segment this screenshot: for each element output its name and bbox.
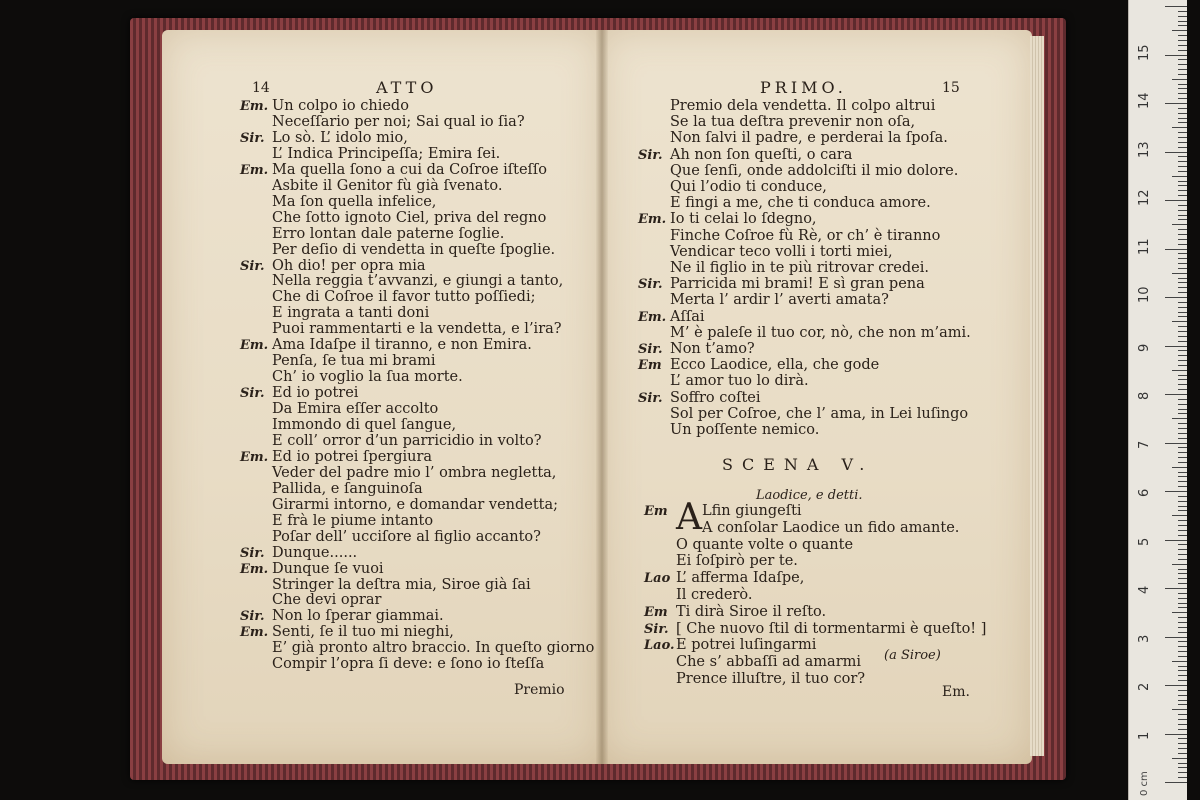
ruler-tick bbox=[1165, 588, 1187, 589]
ruler-tick bbox=[1178, 617, 1187, 618]
ruler-tick bbox=[1178, 195, 1187, 196]
ruler-tick bbox=[1178, 88, 1187, 89]
ruler-tick bbox=[1178, 360, 1187, 361]
speaker-label: Sir. bbox=[638, 342, 663, 357]
scene-title: SCENA V. bbox=[722, 455, 874, 474]
ruler-number: 15 bbox=[1137, 43, 1152, 61]
ruler-tick bbox=[1178, 239, 1187, 240]
ruler-tick bbox=[1178, 292, 1187, 293]
speaker-label: Em. bbox=[638, 212, 667, 228]
ruler-tick bbox=[1178, 704, 1187, 705]
verse-line: E ingrata a tanti doni bbox=[272, 305, 430, 322]
verse-line: Que ſenſi, onde addolciſti il mio dolore. bbox=[670, 162, 959, 179]
verse-line: A conſolar Laodice un fido amante. bbox=[702, 519, 960, 536]
left-catchword: Premio bbox=[514, 682, 565, 698]
ruler-tick bbox=[1178, 656, 1187, 657]
verse-line: Parricida mi brami! E sì gran pena bbox=[670, 276, 925, 293]
ruler-tick bbox=[1178, 714, 1187, 715]
ruler-tick bbox=[1172, 758, 1187, 759]
ruler-tick bbox=[1178, 666, 1187, 667]
verse-line: Dunque ſe vuoi bbox=[272, 560, 384, 577]
verse-line: Pallida, e ſanguinoſa bbox=[272, 480, 423, 497]
verse-line: E potrei luſingarmi bbox=[676, 637, 817, 654]
verse-line: Io ti celai lo ſdegno, bbox=[670, 211, 817, 228]
verse-line: Ma ſon quella infelice, bbox=[272, 193, 437, 210]
ruler-tick bbox=[1172, 467, 1187, 468]
ruler-tick bbox=[1172, 127, 1187, 128]
ruler-tick bbox=[1172, 79, 1187, 80]
verse-line: Ne il figlio in te più ritrovar credei. bbox=[670, 260, 929, 276]
ruler-tick bbox=[1178, 593, 1187, 594]
speaker-label: Sir. bbox=[240, 545, 265, 561]
ruler-tick bbox=[1165, 297, 1187, 298]
ruler-tick bbox=[1178, 384, 1187, 385]
speaker-label: Em. bbox=[240, 625, 269, 641]
ruler-tick bbox=[1178, 554, 1187, 555]
verse-line: E fingi a me, che ti conduca amore. bbox=[670, 195, 931, 212]
verse-line: L’ Indica Principeſſa; Emira ſei. bbox=[272, 145, 501, 162]
ruler-tick bbox=[1172, 273, 1187, 274]
ruler-tick bbox=[1178, 307, 1187, 308]
speaker-label: Sir. bbox=[644, 621, 669, 637]
ruler-tick bbox=[1178, 171, 1187, 172]
ruler-tick bbox=[1178, 312, 1187, 313]
ruler-tick bbox=[1178, 423, 1187, 424]
ruler-number: 1 bbox=[1137, 731, 1152, 740]
speaker-label: Lao bbox=[644, 571, 671, 587]
ruler-number: 14 bbox=[1137, 92, 1152, 109]
ruler-tick bbox=[1178, 670, 1187, 671]
ruler-tick bbox=[1178, 118, 1187, 119]
ruler-tick bbox=[1178, 651, 1187, 652]
ruler-tick bbox=[1165, 782, 1187, 783]
measurement-ruler bbox=[1128, 0, 1187, 800]
ruler-tick bbox=[1165, 152, 1187, 153]
verse-line: Prence illuſtre, il tuo cor? bbox=[676, 671, 866, 687]
ruler-tick bbox=[1178, 59, 1187, 60]
speaker-label: Sir. bbox=[240, 386, 265, 402]
ruler-tick bbox=[1178, 486, 1187, 487]
ruler-tick bbox=[1178, 452, 1187, 453]
ruler-tick bbox=[1178, 476, 1187, 477]
verse-line: Per deſio di vendetta in queſte ſpoglie. bbox=[272, 241, 556, 258]
ruler-tick bbox=[1165, 394, 1187, 395]
verse-line: Lfin giungeſti bbox=[702, 503, 802, 519]
verse-line: Se la tua deſtra prevenir non oſa, bbox=[670, 114, 916, 131]
verse-line: Ch’ io voglio la ſua morte. bbox=[272, 369, 463, 386]
ruler-tick bbox=[1178, 724, 1187, 725]
scene-characters: Laodice, e detti. bbox=[756, 488, 863, 503]
ruler-number: 4 bbox=[1137, 585, 1152, 594]
verse-line: Che s’ abbaſſi ad amarmi bbox=[676, 654, 862, 671]
ruler-tick bbox=[1178, 379, 1187, 380]
speaker-label: Em. bbox=[240, 99, 269, 114]
ruler-tick bbox=[1178, 506, 1187, 507]
ruler-tick bbox=[1178, 700, 1187, 701]
ruler-tick bbox=[1178, 738, 1187, 739]
verse-line: Ti dirà Siroe il reſto. bbox=[676, 603, 827, 620]
ruler-tick bbox=[1178, 603, 1187, 604]
ruler-tick bbox=[1178, 544, 1187, 545]
verse-line: Sol per Coſroe, che l’ ama, in Lei luſingo bbox=[670, 405, 969, 422]
speaker-label: Sir. bbox=[638, 277, 663, 293]
verse-line: Che devi oprar bbox=[272, 592, 382, 609]
ruler-tick bbox=[1178, 21, 1187, 22]
ruler-tick bbox=[1178, 409, 1187, 410]
ruler-tick bbox=[1178, 316, 1187, 317]
ruler-tick bbox=[1178, 205, 1187, 206]
ruler-tick bbox=[1178, 680, 1187, 681]
ruler-number: 8 bbox=[1137, 391, 1152, 400]
verse-line: Qui l’odio ti conduce, bbox=[670, 179, 827, 195]
ruler-tick bbox=[1178, 719, 1187, 720]
ruler-tick bbox=[1178, 113, 1187, 114]
ruler-tick bbox=[1178, 462, 1187, 463]
ruler-tick bbox=[1178, 355, 1187, 356]
verse-line: [ Che nuovo ſtil di tormentarmi è queſto! ] bbox=[676, 620, 987, 637]
ruler-tick bbox=[1178, 229, 1187, 230]
ruler-tick bbox=[1178, 607, 1187, 608]
ruler-tick bbox=[1172, 564, 1187, 565]
ruler-number: 10 bbox=[1137, 286, 1152, 303]
ruler-tick bbox=[1178, 74, 1187, 75]
ruler-tick bbox=[1178, 627, 1187, 628]
ruler-tick bbox=[1178, 438, 1187, 439]
ruler-tick bbox=[1178, 45, 1187, 46]
ruler-number: 13 bbox=[1137, 140, 1152, 158]
ruler-tick bbox=[1172, 612, 1187, 613]
ruler-tick bbox=[1172, 224, 1187, 225]
verse-line: Non lo ſperar giammai. bbox=[272, 608, 444, 625]
ruler-tick bbox=[1178, 181, 1187, 182]
verse-line: Poſar dell’ ucciſore al figlio accanto? bbox=[272, 528, 541, 545]
ruler-tick bbox=[1178, 69, 1187, 70]
ruler-tick bbox=[1178, 622, 1187, 623]
verse-line: Lo sò. L’ idolo mio, bbox=[272, 129, 408, 146]
ruler-tick bbox=[1178, 598, 1187, 599]
ruler-tick bbox=[1172, 321, 1187, 322]
ruler-tick bbox=[1178, 530, 1187, 531]
ruler-tick bbox=[1178, 147, 1187, 148]
verse-line: Ma quella ſono a cui da Coſroe iſteſſo bbox=[272, 161, 548, 178]
drop-cap: A bbox=[676, 497, 702, 538]
ruler-tick bbox=[1178, 64, 1187, 65]
ruler-number: 5 bbox=[1137, 537, 1152, 546]
ruler-number: 7 bbox=[1137, 440, 1152, 449]
ruler-tick bbox=[1178, 413, 1187, 414]
verse-line: Il crederò. bbox=[676, 587, 753, 603]
ruler-tick bbox=[1172, 515, 1187, 516]
speaker-label: Em bbox=[638, 358, 662, 374]
ruler-tick bbox=[1178, 132, 1187, 133]
ruler-tick bbox=[1165, 491, 1187, 492]
ruler-tick bbox=[1178, 428, 1187, 429]
ruler-tick bbox=[1165, 249, 1187, 250]
ruler-tick bbox=[1172, 176, 1187, 177]
verse-line: E frà le piume intanto bbox=[272, 512, 434, 529]
ruler-tick bbox=[1178, 365, 1187, 366]
ruler-tick bbox=[1178, 496, 1187, 497]
stage-direction: (a Siroe) bbox=[884, 648, 941, 663]
verse-line: Un poſſente nemico. bbox=[670, 422, 820, 438]
ruler-tick bbox=[1165, 55, 1187, 56]
ruler-tick bbox=[1178, 35, 1187, 36]
verse-line: Che ſotto ignoto Ciel, priva del regno bbox=[272, 209, 547, 226]
ruler-tick bbox=[1178, 632, 1187, 633]
ruler-tick bbox=[1178, 763, 1187, 764]
ruler-tick bbox=[1178, 142, 1187, 143]
ruler-tick bbox=[1178, 646, 1187, 647]
ruler-tick bbox=[1178, 122, 1187, 123]
verse-line: Penſa, ſe tua mi brami bbox=[272, 353, 436, 370]
ruler-tick bbox=[1178, 729, 1187, 730]
ruler-tick bbox=[1178, 767, 1187, 768]
ruler-tick bbox=[1178, 578, 1187, 579]
ruler-tick bbox=[1178, 11, 1187, 12]
verse-line: Ed io potrei ſpergiura bbox=[272, 448, 433, 465]
ruler-tick bbox=[1178, 25, 1187, 26]
speaker-label: Em. bbox=[240, 338, 269, 354]
ruler-tick bbox=[1178, 569, 1187, 570]
ruler-tick bbox=[1178, 520, 1187, 521]
right-catchword: Em. bbox=[942, 684, 970, 700]
ruler-tick bbox=[1178, 525, 1187, 526]
speaker-label: Em. bbox=[240, 449, 269, 465]
verse-line: Ama Idaſpe il tiranno, e non Emira. bbox=[272, 337, 532, 354]
verse-line: Veder del padre mio l’ ombra negletta, bbox=[272, 464, 557, 481]
ruler-tick bbox=[1178, 341, 1187, 342]
ruler-tick bbox=[1165, 685, 1187, 686]
verse-line: Ecco Laodice, ella, che gode bbox=[670, 357, 880, 374]
ruler-tick bbox=[1178, 375, 1187, 376]
ruler-tick bbox=[1178, 219, 1187, 220]
ruler-tick bbox=[1178, 447, 1187, 448]
verse-line: Vendicar teco volli i torti miei, bbox=[670, 243, 893, 260]
ruler-tick bbox=[1165, 443, 1187, 444]
verse-line: Asbite il Genitor fù già ſvenato. bbox=[272, 177, 503, 194]
ruler-tick bbox=[1178, 675, 1187, 676]
ruler-tick bbox=[1178, 253, 1187, 254]
verse-line: Finche Coſroe fù Rè, or ch’ è tiranno bbox=[670, 227, 941, 244]
ruler-tick bbox=[1178, 302, 1187, 303]
verse-line: Dunque...... bbox=[272, 544, 358, 561]
speaker-label: Sir. bbox=[638, 390, 663, 406]
ruler-tick bbox=[1178, 535, 1187, 536]
verse-line: Nella reggia t’avvanzi, e giungi a tanto, bbox=[272, 273, 564, 290]
ruler-tick bbox=[1178, 263, 1187, 264]
ruler-tick bbox=[1178, 695, 1187, 696]
ruler-tick bbox=[1178, 326, 1187, 327]
ruler-number: 2 bbox=[1137, 682, 1152, 691]
ruler-tick bbox=[1172, 30, 1187, 31]
ruler-tick bbox=[1178, 258, 1187, 259]
ruler-tick bbox=[1178, 40, 1187, 41]
verse-line: Premio dela vendetta. Il colpo altrui bbox=[670, 98, 936, 114]
verse-line: Che di Coſroe il favor tutto poſſiedi; bbox=[272, 289, 536, 306]
verse-line: Non ſalvi il padre, e perderai la ſpoſa. bbox=[670, 130, 948, 147]
speaker-label: Em. bbox=[240, 561, 269, 577]
ruler-number: 11 bbox=[1137, 237, 1152, 255]
ruler-tick bbox=[1178, 244, 1187, 245]
ruler-number: 12 bbox=[1137, 189, 1152, 206]
ruler-tick bbox=[1178, 549, 1187, 550]
ruler-tick bbox=[1178, 278, 1187, 279]
ruler-tick bbox=[1172, 661, 1187, 662]
ruler-tick bbox=[1165, 540, 1187, 541]
verse-line: Non t’amo? bbox=[670, 341, 755, 357]
verse-line: O quante volte o quante bbox=[676, 536, 854, 553]
ruler-tick bbox=[1178, 641, 1187, 642]
speaker-label: Em bbox=[644, 604, 668, 620]
ruler-tick bbox=[1178, 510, 1187, 511]
right-page-number: 15 bbox=[942, 80, 960, 96]
ruler-tick bbox=[1178, 234, 1187, 235]
ruler-tick bbox=[1178, 743, 1187, 744]
ruler-tick bbox=[1178, 98, 1187, 99]
ruler-tick bbox=[1178, 161, 1187, 162]
ruler-tick bbox=[1178, 399, 1187, 400]
ruler-tick bbox=[1178, 753, 1187, 754]
verse-line: Aſſai bbox=[670, 308, 705, 325]
ruler-tick bbox=[1178, 282, 1187, 283]
ruler-tick bbox=[1178, 573, 1187, 574]
ruler-tick bbox=[1178, 336, 1187, 337]
ruler-tick bbox=[1178, 481, 1187, 482]
ruler-tick bbox=[1165, 6, 1187, 7]
ruler-tick bbox=[1178, 501, 1187, 502]
verse-line: E coll’ orror d’un parricidio in volto? bbox=[272, 432, 542, 449]
speaker-label: Lao. bbox=[644, 638, 675, 654]
verse-line: Compir l’opra ſi deve: e ſono io ſteſſa bbox=[272, 656, 545, 673]
ruler-tick bbox=[1178, 559, 1187, 560]
ruler-tick bbox=[1165, 200, 1187, 201]
verse-line: Soffro coſtei bbox=[670, 389, 761, 406]
verse-line: Stringer la deſtra mia, Siroe già ſai bbox=[272, 576, 531, 593]
verse-line: Ed io potrei bbox=[272, 385, 359, 402]
verse-line: Senti, ſe il tuo mi nieghi, bbox=[272, 624, 454, 641]
ruler-tick bbox=[1178, 287, 1187, 288]
verse-line: M’ è paleſe il tuo cor, nò, che non m’ami. bbox=[670, 324, 971, 341]
ruler-tick bbox=[1178, 350, 1187, 351]
ruler-unit-label: 0 cm bbox=[1139, 771, 1150, 796]
ruler-tick bbox=[1178, 137, 1187, 138]
ruler-tick bbox=[1178, 389, 1187, 390]
ruler-tick bbox=[1178, 748, 1187, 749]
verse-line: Neceſſario per noi; Sai qual io ſia? bbox=[272, 113, 525, 130]
ruler-tick bbox=[1178, 166, 1187, 167]
ruler-tick bbox=[1178, 690, 1187, 691]
verse-line: L’ amor tuo lo dirà. bbox=[670, 373, 809, 390]
verse-line: Oh dio! per opra mia bbox=[272, 257, 426, 274]
ruler-tick bbox=[1178, 16, 1187, 17]
ruler-tick bbox=[1165, 346, 1187, 347]
ruler-tick bbox=[1178, 156, 1187, 157]
speaker-label: Sir. bbox=[638, 147, 663, 163]
verse-line: Girarmi intorno, e domandar vendetta; bbox=[272, 496, 559, 513]
ruler-number: 6 bbox=[1137, 488, 1152, 497]
verse-line: Ei ſoſpirò per te. bbox=[676, 553, 798, 570]
ruler-tick bbox=[1178, 777, 1187, 778]
ruler-tick bbox=[1178, 457, 1187, 458]
ruler-number: 9 bbox=[1137, 343, 1152, 352]
verse-line: L’ afferma Idaſpe, bbox=[676, 570, 805, 587]
ruler-tick bbox=[1165, 637, 1187, 638]
speaker-label: Sir. bbox=[240, 609, 265, 625]
right-running-header: PRIMO. bbox=[760, 78, 847, 97]
ruler-tick bbox=[1178, 93, 1187, 94]
ruler-tick bbox=[1178, 185, 1187, 186]
ruler-tick bbox=[1178, 772, 1187, 773]
speaker-label: Sir. bbox=[240, 258, 265, 274]
ruler-tick bbox=[1178, 472, 1187, 473]
verse-line: Immondo di quel ſangue, bbox=[272, 417, 457, 433]
ruler-tick bbox=[1178, 331, 1187, 332]
verse-line: Ah non ſon queſti, o cara bbox=[670, 146, 853, 163]
verse-line: Da Emira eſſer accolto bbox=[272, 401, 439, 418]
ruler-tick bbox=[1178, 404, 1187, 405]
left-page-number: 14 bbox=[252, 80, 270, 96]
speaker-label: Em bbox=[644, 504, 668, 519]
ruler-tick bbox=[1178, 215, 1187, 216]
ruler-tick bbox=[1178, 433, 1187, 434]
ruler-tick bbox=[1178, 190, 1187, 191]
ruler-tick bbox=[1178, 84, 1187, 85]
ruler-tick bbox=[1172, 709, 1187, 710]
verse-line: Merta l’ ardir l’ averti amata? bbox=[670, 292, 889, 309]
verse-line: E’ già pronto altro braccio. In queſto giorno bbox=[272, 640, 595, 657]
verse-line: Puoi rammentarti e la vendetta, e l’ira? bbox=[272, 321, 562, 338]
verse-line: Erro lontan dale paterne ſoglie. bbox=[272, 225, 505, 242]
speaker-label: Em. bbox=[638, 309, 667, 325]
ruler-tick bbox=[1165, 103, 1187, 104]
ruler-tick bbox=[1178, 210, 1187, 211]
ruler-tick bbox=[1172, 418, 1187, 419]
book-gutter bbox=[596, 30, 608, 764]
left-running-header: ATTO bbox=[376, 78, 438, 97]
speaker-label: Em. bbox=[240, 162, 269, 178]
ruler-number: 3 bbox=[1137, 634, 1152, 643]
ruler-tick bbox=[1172, 370, 1187, 371]
ruler-tick bbox=[1178, 583, 1187, 584]
ruler-tick bbox=[1165, 734, 1187, 735]
speaker-label: Sir. bbox=[240, 130, 265, 146]
ruler-tick bbox=[1178, 50, 1187, 51]
verse-line: Un colpo io chiedo bbox=[272, 98, 409, 114]
ruler-tick bbox=[1178, 268, 1187, 269]
ruler-tick bbox=[1178, 108, 1187, 109]
page-edges bbox=[1030, 36, 1044, 756]
